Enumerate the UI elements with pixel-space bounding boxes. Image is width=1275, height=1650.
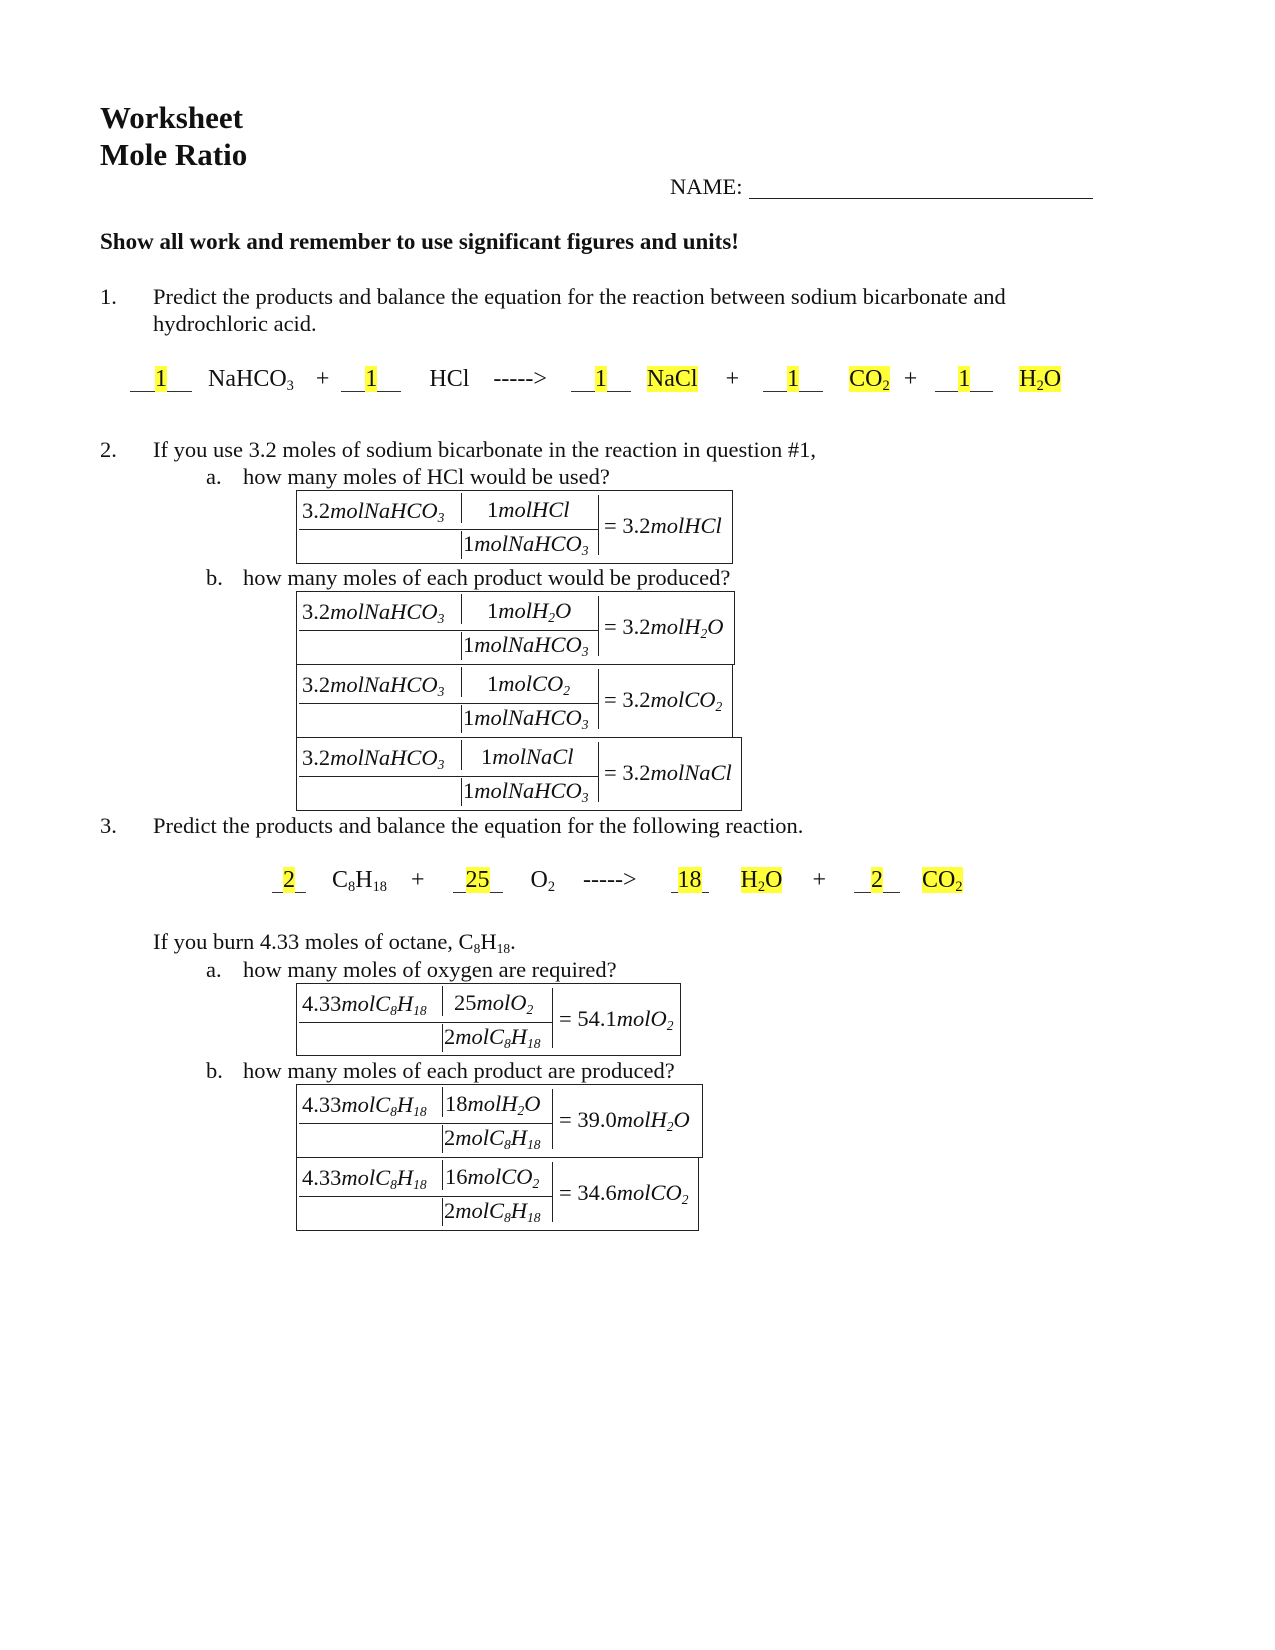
result: = 3.2molHCl	[604, 513, 722, 538]
q1-coef-blank-1[interactable]: 1	[130, 367, 192, 392]
q3b-co2-box: $4.33molC_8H_{18}$ 16molCO$_2$ $2molC_8H_{18}$ = 34.6molCO$_2$	[296, 1157, 699, 1231]
q2b-text: how many moles of each product would be produced?	[243, 565, 731, 590]
q1-coef-blank-3[interactable]: 1	[571, 367, 631, 392]
q3-number: 3.	[100, 813, 117, 838]
q3-coef-blank-1[interactable]: 2	[272, 868, 306, 893]
q3-reactant-2: $O_2$	[530, 867, 556, 895]
q3-product-1: $H_2O$	[740, 867, 783, 895]
worksheet-title: Worksheet	[100, 100, 243, 135]
q1-reactant-2: HCl	[429, 366, 470, 392]
q1-product-3: $H_2O$	[1019, 366, 1062, 394]
worksheet-subtitle: Mole Ratio	[100, 137, 248, 172]
q1-text-line1: Predict the products and balance the equation for the reaction between sodium bicarbonate and	[153, 284, 1006, 309]
q1-product-1: NaCl	[646, 366, 698, 392]
ratio-denominator: 1molNaHCO$_3$	[463, 531, 589, 558]
q3b-text: how many moles of each product are produced?	[243, 1058, 675, 1083]
q3-arrow: ----->	[583, 867, 637, 893]
q3-product-2: $CO_2$	[921, 867, 963, 895]
q1-arrow: ----->	[493, 366, 547, 392]
q3a-text: how many moles of oxygen are required?	[243, 957, 617, 982]
q2b-h2o-box: 3.2molNaHCO$_3$ 1molH$_2$O 1molNaHCO$_3$ = 3.2molH$_2$O	[296, 591, 735, 665]
q1-coef-blank-2[interactable]: 1	[341, 367, 401, 392]
q2b-label: b.	[206, 565, 223, 590]
ratio-numerator: 1molHCl	[487, 497, 570, 522]
name-field[interactable]	[749, 198, 1093, 199]
q2b-co2-box: 3.2molNaHCO$_3$ 1molCO$_2$ 1molNaHCO$_3$ = 3.2molCO$_2$	[296, 664, 733, 738]
given-amount: 3.2molNaHCO$_3$	[302, 498, 445, 525]
q2a-calc-box	[296, 490, 733, 564]
q1-product-2: $CO_2$	[849, 366, 890, 394]
q1-coef-blank-4[interactable]: 1	[763, 367, 823, 392]
instructions: Show all work and remember to use significant figures and units!	[100, 229, 739, 254]
q3-reactant-1: $C_8H_{18}$	[332, 867, 387, 895]
q2b-nacl-box: 3.2molNaHCO$_3$ 1molNaCl 1molNaHCO$_3$ = 3.2molNaCl	[296, 737, 742, 811]
q3a-calc-box: $4.33molC_8H_{18}$ 25molO$_2$ $2molC_8H_{18}$ = 54.1molO$_2$	[296, 983, 681, 1056]
name-label: NAME:	[670, 174, 743, 199]
q3b-h2o-box: $4.33molC_8H_{18}$ 18molH$_2$O $2molC_8H_{18}$ = 39.0molH$_2$O	[296, 1084, 703, 1158]
q3-coef-blank-3[interactable]: 18	[671, 868, 709, 893]
q1-number: 1.	[100, 284, 117, 309]
q1-coef-blank-5[interactable]: 1	[935, 367, 993, 392]
q3b-label: b.	[206, 1058, 223, 1083]
q3-coef-blank-4[interactable]: 2	[854, 868, 900, 893]
q3a-label: a.	[206, 957, 222, 982]
q2-number: 2.	[100, 437, 117, 462]
q2-text: If you use 3.2 moles of sodium bicarbonate in the reaction in question #1,	[153, 437, 816, 462]
q2a-text: how many moles of HCl would be used?	[243, 464, 610, 489]
q1-equation: 1 NaHCO$_3$ + 1 HCl -----> 1 NaCl + 1 $CO_2 + 1$ $H_2O$	[130, 366, 1061, 393]
q3-text: Predict the products and balance the equation for the following reaction.	[153, 813, 804, 838]
q3-equation: 2 $C_8H_{18} + 25$ $O_2$ -----> 18 $H_2O + 2$ $CO_2$	[272, 867, 963, 894]
q2a-label: a.	[206, 464, 222, 489]
q1-reactant-1: NaHCO$_3$	[208, 366, 294, 394]
q3-coef-blank-2[interactable]: 25	[453, 868, 503, 893]
q3-burn-text: If you burn 4.33 moles of octane, $C_8H_{18}$.	[153, 929, 516, 956]
q1-text-line2: hydrochloric acid.	[153, 311, 317, 336]
